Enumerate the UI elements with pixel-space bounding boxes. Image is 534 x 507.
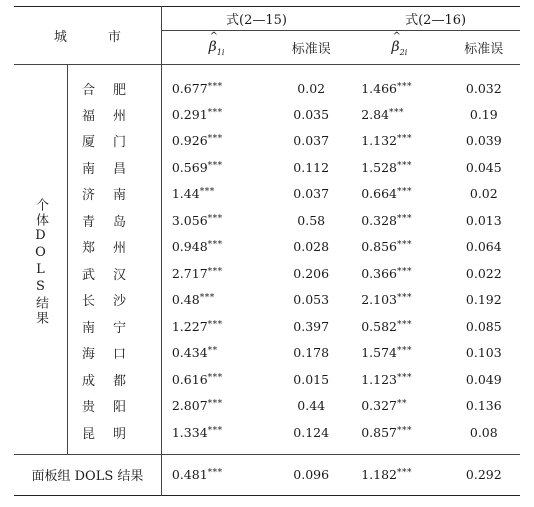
coef1-cell: 2.807*** — [171, 398, 223, 414]
city-cell: 青岛 — [68, 207, 162, 234]
coef1-cell: 1.227*** — [171, 318, 223, 334]
group-header-2-15: 式(2—15) — [161, 7, 351, 31]
panel-se1: 0.096 — [271, 454, 351, 495]
coef2-cell: 0.366*** — [361, 265, 412, 281]
se2-cell: 0.19 — [469, 106, 498, 122]
table-row — [14, 287, 520, 314]
se2-cell: 0.08 — [469, 424, 498, 440]
se2-cell: 0.02 — [469, 186, 498, 202]
city-cell: 成都 — [68, 366, 162, 393]
se1-cell: 0.397 — [293, 318, 330, 334]
table-row — [14, 65, 520, 102]
coef1-cell: 0.569*** — [171, 159, 223, 175]
se1-cell: 0.035 — [293, 106, 330, 122]
coef2-cell: 1.466*** — [361, 80, 412, 96]
table-row — [14, 260, 520, 287]
table-row — [14, 181, 520, 208]
table-body — [14, 65, 520, 455]
coef2-cell: 1.528*** — [361, 159, 412, 175]
coef1-cell: 0.291*** — [171, 106, 223, 122]
se2-header: 标准误 — [448, 31, 520, 65]
coef1-cell: 0.677*** — [171, 80, 223, 96]
coef1-cell: 0.48*** — [171, 292, 215, 308]
city-cell: 南宁 — [68, 313, 162, 340]
table-row — [14, 393, 520, 420]
se1-cell: 0.037 — [293, 133, 330, 149]
coef1-cell: 0.926*** — [171, 133, 223, 149]
se1-cell: 0.112 — [293, 159, 330, 175]
coef2-cell: 2.103*** — [361, 292, 412, 308]
city-cell: 合肥 — [68, 65, 162, 102]
coef1-cell: 0.434** — [171, 345, 218, 361]
se1-cell: 0.44 — [297, 398, 326, 414]
se1-cell: 0.037 — [293, 186, 330, 202]
coef2-cell: 1.574*** — [361, 345, 412, 361]
city-cell: 海口 — [68, 340, 162, 367]
table-row — [14, 366, 520, 393]
se2-cell: 0.045 — [465, 159, 502, 175]
panel-coef1: 0.481*** — [161, 454, 271, 495]
se1-cell: 0.053 — [293, 292, 330, 308]
panel-se2: 0.292 — [448, 454, 520, 495]
se1-cell: 0.015 — [293, 371, 330, 387]
table-row — [14, 128, 520, 155]
se2-cell: 0.049 — [465, 371, 502, 387]
se2-cell: 0.085 — [465, 318, 502, 334]
city-cell: 贵阳 — [68, 393, 162, 420]
coef1-cell: 0.948*** — [171, 239, 223, 255]
city-cell: 长沙 — [68, 287, 162, 314]
table-row — [14, 419, 520, 454]
coef1-cell: 3.056*** — [171, 212, 223, 228]
coef2-cell: 2.84*** — [361, 106, 405, 122]
se2-cell: 0.192 — [465, 292, 502, 308]
coef2-cell: 0.328*** — [361, 212, 412, 228]
se1-cell: 0.206 — [293, 265, 330, 281]
table-row — [14, 234, 520, 261]
coef1-cell: 0.616*** — [171, 371, 223, 387]
se1-cell: 0.178 — [293, 345, 330, 361]
city-header: 城 市 — [14, 7, 161, 65]
se2-cell: 0.136 — [465, 398, 502, 414]
city-cell: 南昌 — [68, 154, 162, 181]
panel-coef2: 1.182*** — [351, 454, 447, 495]
se1-cell: 0.028 — [293, 239, 330, 255]
city-cell: 郑州 — [68, 234, 162, 261]
coef1-cell: 2.717*** — [171, 265, 223, 281]
coef2-cell: 1.132*** — [361, 133, 412, 149]
table-row — [14, 340, 520, 367]
panel-label: 面板组 DOLS 结果 — [14, 454, 161, 495]
se2-cell: 0.064 — [465, 239, 502, 255]
coef2-cell: 0.857*** — [361, 424, 412, 440]
city-cell: 昆明 — [68, 419, 162, 454]
se2-cell: 0.103 — [465, 345, 502, 361]
se2-cell: 0.032 — [465, 80, 502, 96]
row-group-label: 个体DOLS结果 — [14, 65, 68, 455]
se1-cell: 0.02 — [297, 80, 326, 96]
dols-results-table — [14, 6, 520, 496]
group-header-2-16: 式(2—16) — [351, 7, 520, 31]
panel-row — [14, 454, 520, 495]
table-row — [14, 207, 520, 234]
coef2-cell: 1.123*** — [361, 371, 412, 387]
header-group-row — [14, 7, 520, 31]
table-row — [14, 101, 520, 128]
coef2-cell: 0.327** — [361, 398, 407, 414]
coef1-cell: 1.44*** — [171, 186, 215, 202]
table-row — [14, 154, 520, 181]
se2-cell: 0.039 — [465, 133, 502, 149]
table-row — [14, 313, 520, 340]
coef2-cell: 0.856*** — [361, 239, 412, 255]
coef2-cell: 0.664*** — [361, 186, 412, 202]
coef1-cell: 1.334*** — [171, 424, 223, 440]
se1-cell: 0.124 — [293, 424, 330, 440]
se1-header: 标准误 — [271, 31, 351, 65]
se1-cell: 0.58 — [297, 212, 326, 228]
city-cell: 厦门 — [68, 128, 162, 155]
city-cell: 武汉 — [68, 260, 162, 287]
city-cell: 济南 — [68, 181, 162, 208]
city-cell: 福州 — [68, 101, 162, 128]
se2-cell: 0.013 — [465, 212, 502, 228]
coef1-header: ^ $\beta_{1i}$ — [161, 31, 271, 65]
coef2-cell: 0.582*** — [361, 318, 412, 334]
se2-cell: 0.022 — [465, 265, 502, 281]
coef2-header: ^ $\beta_{2i}$ — [351, 31, 447, 65]
